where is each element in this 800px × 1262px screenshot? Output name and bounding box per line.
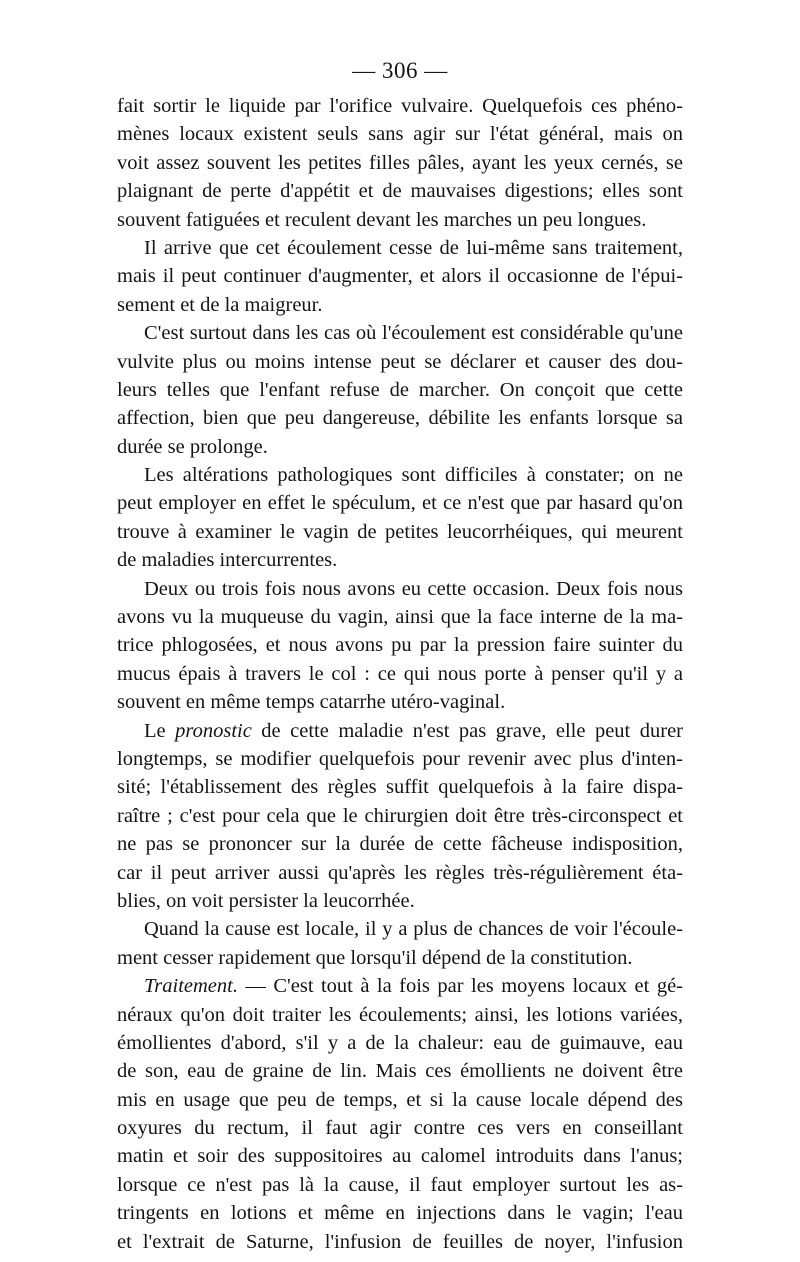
text-line: Deux ou trois fois nous avons eu cette occasion. Deux fois nous: [144, 577, 683, 600]
text-line: avons vu la muqueuse du vagin, ainsi que la face interne de la ma-: [117, 606, 683, 629]
italic-term: pronostic: [175, 719, 252, 742]
text-line: de maladies intercurrentes.: [117, 549, 338, 572]
text-line: Il arrive que cet écoulement cesse de lui-même sans traitement,: [144, 236, 683, 259]
text-line: fait sortir le liquide par l'orifice vulvaire. Quelquefois ces phéno-: [117, 95, 683, 117]
text-line: car il peut arriver aussi qu'après les règles très-régulièrement éta-: [117, 861, 683, 884]
text-line: longtemps, se modifier quelquefois pour revenir avec plus d'inten-: [117, 747, 683, 770]
text-line: Quand la cause est locale, il y a plus de chances de voir l'écoule-: [144, 918, 683, 941]
text-line: souvent en même temps catarrhe utéro-vaginal.: [117, 691, 506, 714]
text-line: C'est surtout dans les cas où l'écoulement est considérable qu'une: [144, 322, 683, 345]
text-line-rest: de cette maladie n'est pas grave, elle peut durer: [251, 719, 684, 742]
text-line-rest: — C'est tout à la fois par les moyens locaux et gé-: [237, 975, 683, 998]
text-line: affection, bien que peu dangereuse, débilite les enfants lorsque sa: [117, 407, 683, 430]
text-line: vulvite plus ou moins intense peut se déclarer et causer des dou-: [117, 350, 683, 373]
text-line: de son, eau de graine de lin. Mais ces émollients ne doivent être: [117, 1060, 683, 1083]
text-line: lorsque ce n'est pas là la cause, il faut employer surtout les as-: [117, 1173, 683, 1196]
text-line: et l'extrait de Saturne, l'infusion de feuilles de noyer, l'infusion: [117, 1230, 683, 1253]
text-line: sité; l'établissement des règles suffit quelquefois à la faire dispa-: [117, 776, 683, 799]
text-line: trouve à examiner le vagin de petites leucorrhéiques, qui meurent: [117, 520, 683, 543]
text-line: durée se prolonge.: [117, 435, 268, 458]
text-line: peut employer en effet le spéculum, et ce n'est que par hasard qu'on: [117, 492, 683, 515]
text-line: ment cesser rapidement que lorsqu'il dépend de la constitution.: [117, 946, 633, 969]
body-text: [117, 92, 683, 1256]
text-line: émollientes d'abord, s'il y a de la chaleur: eau de guimauve, eau: [117, 1031, 683, 1054]
text-line: trice phlogosées, et nous avons pu par la pression faire suinter du: [117, 634, 683, 657]
text-line: mais il peut continuer d'augmenter, et alors il occasionne de l'épui-: [117, 265, 683, 288]
text-line: raître ; c'est pour cela que le chirurgien doit être très-circonspect et: [117, 804, 683, 827]
text-line: [117, 972, 683, 1000]
text-line: plaignant de perte d'appétit et de mauvaises digestions; elles sont: [117, 180, 683, 203]
text-line: voit assez souvent les petites filles pâles, ayant les yeux cernés, se: [117, 151, 683, 174]
text-line-lead: Le: [144, 719, 176, 742]
text-line: mis en usage que peu de temps, et si la cause locale dépend des: [117, 1088, 683, 1111]
text-line: matin et soir des suppositoires au calomel introduits dans l'anus;: [117, 1145, 683, 1168]
text-line: ne pas se prononcer sur la durée de cette fâcheuse indisposition,: [117, 833, 683, 856]
text-line: leurs telles que l'enfant refuse de marcher. On conçoit que cette: [117, 378, 683, 401]
page-number: — 306 —: [352, 58, 448, 83]
text-line: blies, on voit persister la leucorrhée.: [117, 889, 415, 912]
text-line: néraux qu'on doit traiter les écoulements; ainsi, les lotions variées,: [117, 1003, 683, 1026]
text-line: oxyures du rectum, il faut agir contre ces vers en conseillant: [117, 1117, 683, 1140]
text-line: sement et de la maigreur.: [117, 293, 323, 316]
text-line: [117, 717, 683, 745]
italic-term: Traitement.: [144, 975, 238, 998]
text-line: tringents en lotions et même en injections dans le vagin; l'eau: [117, 1202, 683, 1225]
text-line: Les altérations pathologiques sont difficiles à constater; on ne: [144, 464, 683, 487]
text-line: mènes locaux existent seuls sans agir sur l'état général, mais on: [117, 123, 683, 146]
text-line: souvent fatiguées et reculent devant les marches un peu longues.: [117, 208, 647, 231]
text-line: mucus épais à travers le col : ce qui nous porte à penser qu'il y a: [117, 662, 683, 685]
